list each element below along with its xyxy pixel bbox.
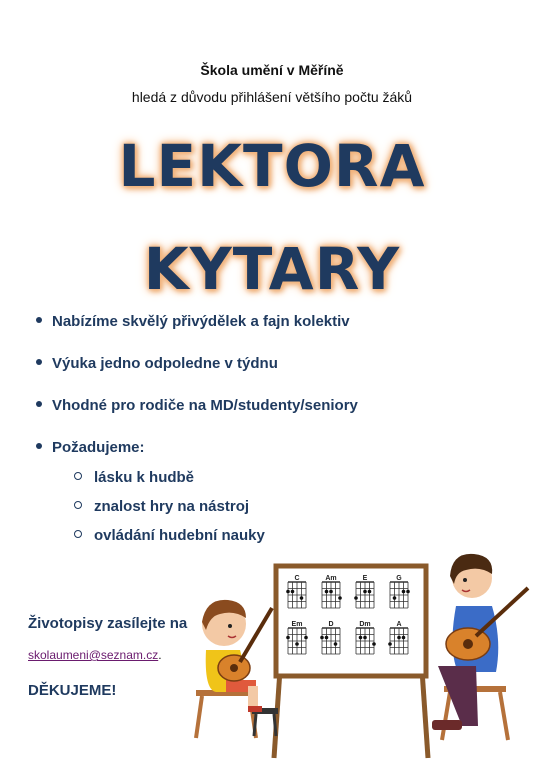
requirement-text: ovládání hudební nauky — [94, 527, 265, 544]
email-suffix: . — [158, 648, 162, 662]
boy-left — [196, 600, 278, 738]
subtitle: hledá z důvodu přihlášení většího počtu žáků — [131, 89, 413, 105]
bullet-icon — [36, 401, 42, 407]
headline-line-1: LEKTORA — [118, 132, 426, 200]
circle-bullet-icon — [74, 472, 82, 480]
headline-line-2: KYTARY — [143, 235, 401, 303]
school-name: Škola umění v Měříně — [200, 62, 344, 78]
requirement-text: znalost hry na nástroj — [94, 498, 250, 515]
list-item — [36, 439, 145, 456]
chord-label: Am — [325, 575, 337, 582]
chord-label: G — [396, 575, 402, 582]
list-item — [36, 397, 358, 414]
email-line — [28, 648, 162, 662]
list-item-text: Vhodné pro rodiče na MD/studenty/seniory — [52, 397, 358, 414]
chord-label: Em — [291, 621, 303, 628]
chord-label: C — [294, 575, 300, 582]
requirement-item — [74, 469, 194, 486]
thanks-text: DĚKUJEME! — [28, 682, 117, 699]
list-item — [36, 355, 278, 372]
list-item — [36, 313, 350, 330]
teacher-right — [432, 554, 528, 740]
illustration-svg — [176, 540, 536, 762]
chord-label: A — [396, 621, 402, 628]
bullet-icon — [36, 317, 42, 323]
bullet-icon — [36, 359, 42, 365]
bullet-icon — [36, 443, 42, 449]
requirement-text: lásku k hudbě — [94, 469, 195, 486]
chord-label: D — [328, 621, 334, 628]
guitar-lesson-illustration — [176, 540, 536, 762]
list-item-text: Požadujeme: — [52, 439, 145, 456]
circle-bullet-icon — [74, 530, 82, 538]
chord-label: E — [362, 575, 368, 582]
email-link[interactable]: skolaumeni@seznam.cz — [28, 648, 159, 662]
chord-label: Dm — [359, 621, 371, 628]
list-item-text: Nabízíme skvělý přivýdělek a fajn kolektiv — [52, 313, 350, 330]
circle-bullet-icon — [74, 501, 82, 509]
list-item-text: Výuka jedno odpoledne v týdnu — [52, 355, 278, 372]
cv-instruction: Životopisy zasílejte na — [28, 615, 188, 632]
requirement-item — [74, 498, 249, 515]
